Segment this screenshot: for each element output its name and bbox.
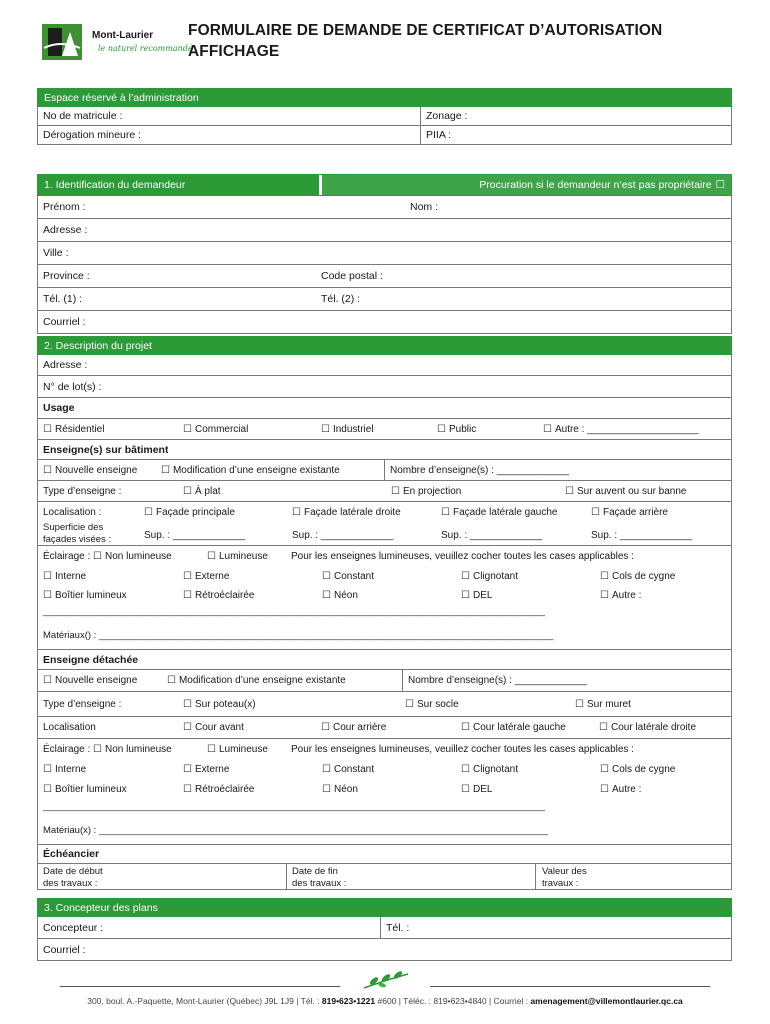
det-modification-checkbox[interactable]: ☐ Modification d’une enseigne existante	[162, 670, 402, 691]
piia-field[interactable]: PIIA :	[420, 126, 731, 144]
light-clignotant[interactable]: ☐ Clignotant	[461, 571, 518, 582]
cour-arriere[interactable]: ☐ Cour arrière	[316, 717, 456, 738]
footer-contact: 300, boul. A.-Paquette, Mont-Laurier (Québec) J9L 1J9 | Tél. : 819•623•1221 #600 | Téléc. : 819•623•4840 | Courriel : amenagement@villemontlaurier.qc.ca	[87, 996, 683, 1006]
light-autre[interactable]: ☐ Autre :	[600, 590, 641, 601]
autre-line[interactable]: _______________________________________________________________________________________________	[43, 606, 545, 617]
type-sur-socle[interactable]: ☐ Sur socle	[400, 692, 570, 716]
det-light-boitier[interactable]: ☐ Boîtier lumineux	[43, 784, 127, 795]
cour-laterale-droite[interactable]: ☐ Cour latérale droite	[594, 717, 731, 738]
sup-field-3[interactable]: Sup. : _____________	[441, 530, 543, 541]
section-2-title: 2. Description du projet	[37, 336, 732, 355]
pour-les-note: Pour les enseignes lumineuses, veuillez cocher toutes les cases applicables :	[291, 551, 634, 562]
localisation-label: Localisation :	[43, 507, 102, 518]
usage-residentiel[interactable]: ☐ Résidentiel	[38, 419, 178, 439]
light-externe[interactable]: ☐ Externe	[183, 571, 229, 582]
non-lumineuse-checkbox[interactable]: ☐ Non lumineuse	[93, 551, 172, 562]
usage-title: Usage	[43, 402, 75, 414]
det-light-retroeclairee[interactable]: ☐ Rétroéclairée	[183, 784, 254, 795]
superficie-label-1: Superficie des	[43, 522, 104, 533]
section-1	[37, 174, 732, 334]
page-title: FORMULAIRE DE DEMANDE DE CERTIFICAT D’AUTORISATION AFFICHAGE	[188, 22, 663, 60]
det-light-autre[interactable]: ☐ Autre :	[600, 784, 641, 795]
logo-city: Mont-Laurier	[92, 30, 154, 41]
type-a-plat[interactable]: ☐ À plat	[178, 481, 386, 501]
usage-public[interactable]: ☐ Public	[432, 419, 538, 439]
section-1-title: 1. Identification du demandeur	[38, 175, 319, 195]
date-fin-field[interactable]: Date de fin des travaux :	[292, 866, 347, 889]
det-pour-les-note: Pour les enseignes lumineuses, veuillez cocher toutes les cases applicables :	[291, 744, 634, 755]
usage-commercial[interactable]: ☐ Commercial	[178, 419, 316, 439]
date-debut-field[interactable]: Date de début des travaux :	[43, 866, 103, 889]
materiaux-x-field[interactable]: Matériau(x) : _____________________________________________________________________________________	[43, 825, 549, 836]
facade-laterale-gauche[interactable]: ☐ Façade latérale gauche	[441, 507, 558, 518]
superficie-label-2: façades visées :	[43, 534, 112, 545]
type-sur-muret[interactable]: ☐ Sur muret	[570, 692, 731, 716]
light-boitier[interactable]: ☐ Boîtier lumineux	[43, 590, 127, 601]
type-projection[interactable]: ☐ En projection	[386, 481, 560, 501]
echeancier-divider-1	[286, 864, 287, 890]
mont-laurier-logo	[40, 18, 193, 68]
type-label: Type d’enseigne :	[43, 485, 122, 497]
det-light-del[interactable]: ☐ DEL	[461, 784, 492, 795]
echeancier-divider-2	[535, 864, 536, 890]
facade-laterale-droite[interactable]: ☐ Façade latérale droite	[292, 507, 401, 518]
tel1-field[interactable]: Tél. (1) :	[43, 293, 83, 305]
light-del[interactable]: ☐ DEL	[461, 590, 492, 601]
sup-field-1[interactable]: Sup. : _____________	[144, 530, 246, 541]
det-light-cols-de-cygne[interactable]: ☐ Cols de cygne	[600, 764, 675, 775]
ville-field[interactable]: Ville :	[43, 247, 69, 259]
det-localisation-label: Localisation	[43, 722, 96, 733]
type-auvent[interactable]: ☐ Sur auvent ou sur banne	[560, 481, 731, 501]
footer-rule-right	[430, 986, 710, 987]
footer-email-link[interactable]: amenagement@villemontlaurier.qc.ca	[530, 996, 683, 1006]
det-eclairage-block	[37, 739, 732, 845]
det-lumineuse-checkbox[interactable]: ☐ Lumineuse	[207, 744, 268, 755]
usage-industriel[interactable]: ☐ Industriel	[316, 419, 432, 439]
prenom-field[interactable]: Prénom :	[43, 201, 86, 213]
light-retroeclairee[interactable]: ☐ Rétroéclairée	[183, 590, 254, 601]
valeur-travaux-field[interactable]: Valeur des travaux :	[542, 866, 587, 889]
light-constant[interactable]: ☐ Constant	[322, 571, 374, 582]
sup-field-4[interactable]: Sup. : _____________	[591, 530, 693, 541]
eclairage-block	[37, 546, 732, 650]
cour-avant[interactable]: ☐ Cour avant	[178, 717, 316, 738]
light-neon[interactable]: ☐ Néon	[322, 590, 358, 601]
facade-principale[interactable]: ☐ Façade principale	[144, 507, 235, 518]
courriel-field[interactable]: Courriel :	[43, 316, 86, 328]
echeancier-title: Échéancier	[43, 848, 100, 860]
materiaux-field[interactable]: Matériaux() : ______________________________________________________________________________________	[43, 630, 554, 641]
concepteur-tel-field[interactable]: Tél. :	[380, 917, 731, 938]
code-postal-field[interactable]: Code postal :	[321, 270, 383, 282]
echeancier-block	[37, 864, 732, 890]
lots-field[interactable]: N° de lot(s) :	[43, 380, 102, 393]
nouvelle-enseigne-checkbox[interactable]: ☐ Nouvelle enseigne	[38, 460, 156, 480]
light-cols-de-cygne[interactable]: ☐ Cols de cygne	[600, 571, 675, 582]
light-interne[interactable]: ☐ Interne	[43, 571, 86, 582]
section-3-title: 3. Concepteur des plans	[37, 898, 732, 917]
det-light-interne[interactable]: ☐ Interne	[43, 764, 86, 775]
adresse-field[interactable]: Adresse :	[43, 224, 88, 236]
zonage-field[interactable]: Zonage :	[420, 107, 731, 125]
det-non-lumineuse-checkbox[interactable]: ☐ Non lumineuse	[93, 744, 172, 755]
batiment-title: Enseigne(s) sur bâtiment	[43, 443, 169, 456]
concepteur-courriel-field[interactable]: Courriel :	[43, 943, 86, 956]
detachee-title: Enseigne détachée	[43, 653, 139, 666]
section-2	[37, 336, 732, 890]
det-nombre-field[interactable]: Nombre d’enseigne(s) : _____________	[402, 670, 731, 691]
projet-adresse-field[interactable]: Adresse :	[43, 359, 88, 371]
section-3	[37, 898, 732, 961]
matricule-field[interactable]: No de matricule :	[43, 110, 123, 122]
admin-header: Espace réservé à l’administration	[37, 88, 732, 107]
sup-field-2[interactable]: Sup. : _____________	[292, 530, 394, 541]
det-light-neon[interactable]: ☐ Néon	[322, 784, 358, 795]
det-type-label: Type d’enseigne :	[43, 698, 122, 710]
nombre-enseignes-field[interactable]: Nombre d’enseigne(s) : _____________	[384, 460, 731, 480]
footer-rule-left	[60, 986, 340, 987]
det-autre-line[interactable]: _______________________________________________________________________________________________	[43, 801, 545, 812]
cour-laterale-gauche[interactable]: ☐ Cour latérale gauche	[456, 717, 594, 738]
usage-autre[interactable]: ☐ Autre : ____________________	[538, 419, 731, 439]
lumineuse-checkbox[interactable]: ☐ Lumineuse	[207, 551, 268, 562]
tel2-field[interactable]: Tél. (2) :	[321, 293, 361, 305]
det-light-constant[interactable]: ☐ Constant	[322, 764, 374, 775]
derogation-field[interactable]: Dérogation mineure :	[43, 129, 142, 141]
leaf-icon	[360, 970, 412, 997]
admin-section	[37, 88, 732, 145]
nom-field[interactable]: Nom :	[410, 201, 439, 213]
facade-arriere[interactable]: ☐ Façade arrière	[591, 507, 668, 518]
eclairage-label: Éclairage : ☐ Non lumineuse	[43, 551, 172, 562]
det-eclairage-label: Éclairage : ☐ Non lumineuse	[43, 744, 172, 755]
concepteur-field[interactable]: Concepteur :	[43, 921, 104, 934]
det-light-externe[interactable]: ☐ Externe	[183, 764, 229, 775]
logo-tagline: le naturel recommandé	[98, 44, 193, 53]
modification-checkbox[interactable]: ☐ Modification d’une enseigne existante	[156, 460, 384, 480]
type-sur-poteaux[interactable]: ☐ Sur poteau(x)	[178, 692, 400, 716]
det-nouvelle-checkbox[interactable]: ☐ Nouvelle enseigne	[38, 670, 162, 691]
localisation-block	[37, 502, 732, 546]
province-field[interactable]: Province :	[43, 270, 90, 282]
procuration-checkbox[interactable]: Procuration si le demandeur n’est pas propriétaire ☐	[319, 175, 731, 195]
det-light-clignotant[interactable]: ☐ Clignotant	[461, 764, 518, 775]
